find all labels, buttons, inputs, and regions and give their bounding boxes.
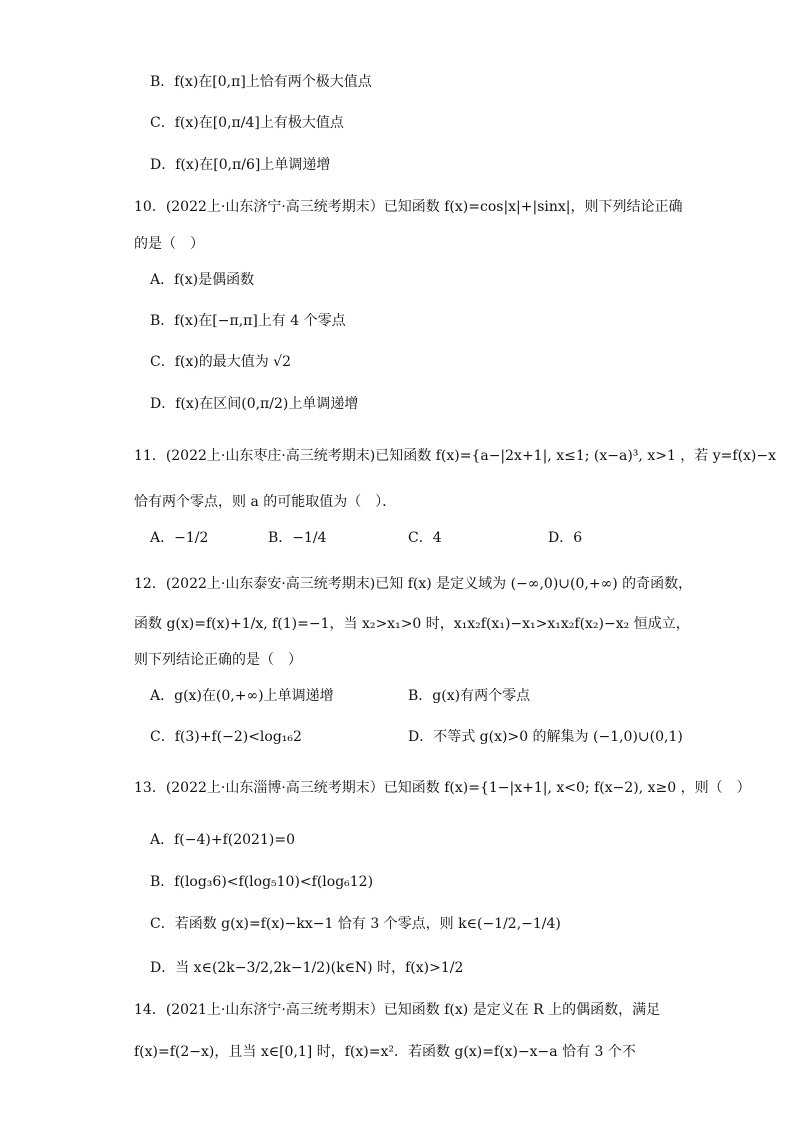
question-10-stem-cont: 的是（ ） [134, 236, 204, 252]
option-text: 4 [432, 530, 442, 546]
option-text: 若函数 g(x)=f(x)−kx−1 恰有 3 个零点，则 k∈(−1/2,−1/4) [174, 916, 561, 932]
question-12-option-a [150, 686, 334, 706]
option-text: 6 [573, 530, 583, 546]
question-13-option-a [150, 830, 295, 850]
question-13-option-b [150, 872, 373, 892]
question-13-stem: 13．(2022上·山东淄博·高三统考期末）已知函数 f(x)={1−|x+1|, x<0; f(x−2), x≥0 ，则（ ） [134, 780, 751, 796]
option-text: f(x)是偶函数 [174, 272, 255, 288]
option-label: B． [408, 688, 433, 704]
question-13-option-d [150, 958, 463, 978]
question-12-stem: 12．(2022上·山东泰安·高三统考期末)已知 f(x) 是定义域为 (−∞,0)∪(0,+∞) 的奇函数， [134, 576, 693, 592]
question-10-option-b [150, 311, 346, 331]
question-10-option-a [150, 270, 254, 290]
option-text: g(x)有两个零点 [432, 688, 531, 704]
option-text: f(x)在[−π,π]上有 4 个零点 [174, 313, 346, 329]
option-text: f(−4)+f(2021)=0 [174, 832, 295, 848]
question-11-stem: 11．(2022上·山东枣庄·高三统考期末)已知函数 f(x)={a−|2x+1|, x≤1; (x−a)³, x>1 ，若 y=f(x)−x [134, 448, 777, 464]
option-label: A． [150, 272, 175, 288]
question-10-stem: 10．(2022上·山东济宁·高三统考期末）已知函数 f(x)=cos|x|+|sinx|，则下列结论正确 [134, 199, 683, 215]
option-label: D． [150, 960, 176, 976]
option-text: f(3)+f(−2)<log₁₆2 [174, 729, 302, 745]
question-10-option-d [150, 394, 358, 414]
option-label: C． [150, 115, 175, 131]
question-13-option-c [150, 914, 561, 934]
question-11-option-d [548, 528, 582, 548]
option-text: f(x)在[0,π/4]上有极大值点 [174, 115, 344, 131]
option-text: f(log₃6)<f(log₅10)<f(log₆12) [174, 874, 374, 890]
option-text: f(x)的最大值为 √2 [174, 354, 291, 370]
option-text: 不等式 g(x)>0 的解集为 (−1,0)∪(0,1) [433, 729, 683, 745]
option-label: B． [150, 74, 175, 90]
question-11-option-c [408, 528, 442, 548]
option-label: C． [150, 916, 175, 932]
option-text: f(x)在[0,π]上恰有两个极大值点 [174, 74, 372, 90]
question-11-option-b [268, 528, 327, 548]
question-12-stem-cont2: 则下列结论正确的是（ ） [134, 652, 302, 668]
option-label: C． [150, 729, 175, 745]
option-b [150, 72, 372, 92]
question-12-option-d [408, 727, 683, 747]
option-d [150, 155, 330, 175]
question-10-option-c [150, 352, 291, 372]
option-text: f(x)在[0,π/6]上单调递增 [175, 157, 331, 173]
option-label: D． [408, 729, 434, 745]
option-label: B． [150, 313, 175, 329]
option-text: f(x)在区间(0,π/2)上单调递增 [175, 396, 359, 412]
option-c [150, 113, 344, 133]
option-text: −1/2 [174, 530, 209, 546]
option-text: g(x)在(0,+∞)上单调递增 [174, 688, 334, 704]
question-12-option-b [408, 686, 530, 706]
option-text: −1/4 [292, 530, 327, 546]
option-label: C． [150, 354, 175, 370]
option-label: A． [150, 530, 175, 546]
option-label: A． [150, 688, 175, 704]
option-label: B． [268, 530, 293, 546]
option-label: C． [408, 530, 433, 546]
option-label: D． [150, 396, 176, 412]
option-label: D． [150, 157, 176, 173]
option-label: A． [150, 832, 175, 848]
question-12-stem-cont: 函数 g(x)=f(x)+1/x, f(1)=−1，当 x₂>x₁>0 时，x₁x₂f(x₁)−x₁>x₁x₂f(x₂)−x₂ 恒成立， [134, 616, 690, 632]
option-text: 当 x∈(2k−3/2,2k−1/2)(k∈N) 时，f(x)>1/2 [175, 960, 464, 976]
question-11-stem-cont: 恰有两个零点，则 a 的可能取值为（ ）． [134, 494, 397, 510]
question-14-stem-cont: f(x)=f(2−x)，且当 x∈[0,1] 时，f(x)=x²．若函数 g(x)=f(x)−x−a 恰有 3 个不 [134, 1044, 636, 1060]
option-label: B． [150, 874, 175, 890]
question-14-stem: 14．(2021上·山东济宁·高三统考期末）已知函数 f(x) 是定义在 R 上的偶函数，满足 [134, 1002, 661, 1018]
question-11-option-a [150, 528, 208, 548]
question-12-option-c [150, 727, 302, 747]
option-label: D． [548, 530, 574, 546]
